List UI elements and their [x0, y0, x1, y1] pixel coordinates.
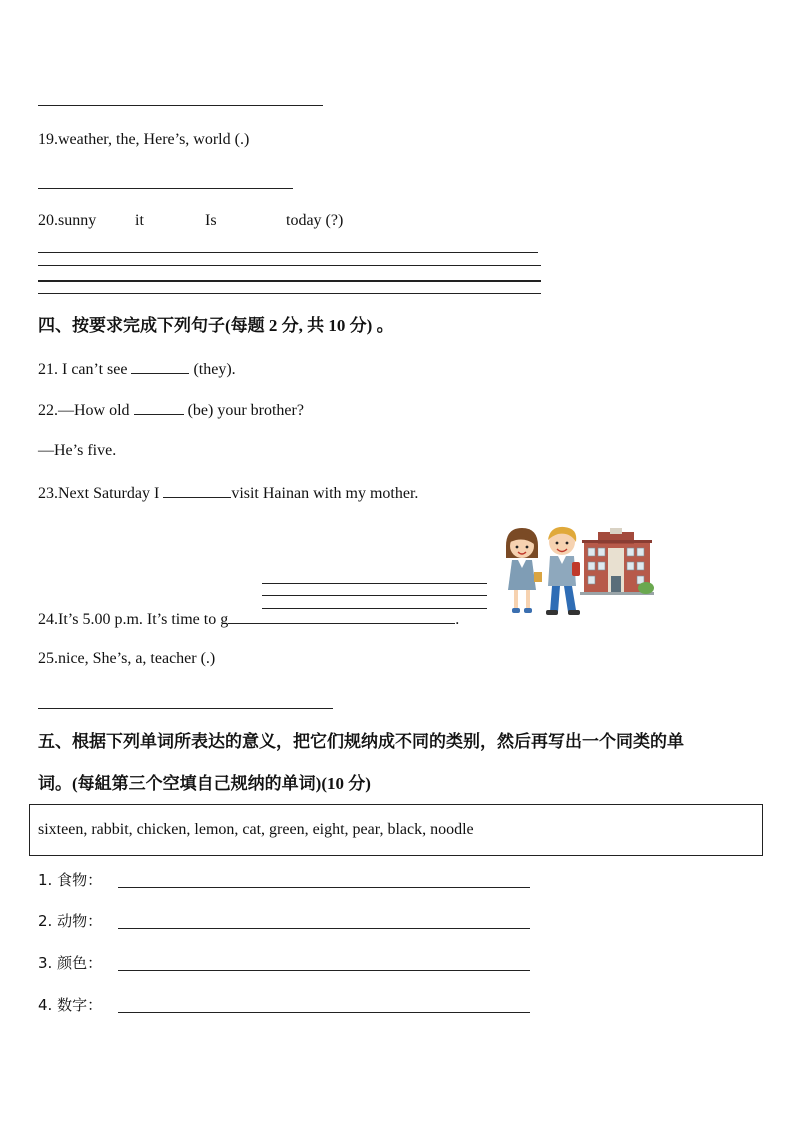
boy-figure-icon [546, 527, 580, 615]
q24-blank[interactable] [228, 608, 455, 624]
q21-blank[interactable] [131, 358, 189, 374]
answer-line-20-a[interactable] [38, 252, 538, 253]
school-building-icon [580, 528, 654, 595]
section-5-heading-line-2: 词。(每組第三个空填自己规纳的单词)(10 分) [38, 774, 371, 793]
category-numbers-answer-line[interactable] [118, 1012, 530, 1013]
answer-line-20-d [38, 293, 541, 294]
q22-after: (be) your brother? [183, 402, 304, 419]
section-5-heading-line-1: 五、根据下列单词所表达的意义，把它们规纳成不同的类别，然后再写出一个同类的单 [38, 732, 684, 751]
q20-word-2: it [135, 212, 144, 229]
category-numbers-label: 4. 数字： [38, 996, 103, 1014]
q24-text: 24.It’s 5.00 p.m. It’s time to g [38, 611, 229, 628]
question-21 [38, 358, 236, 380]
category-colors-label: 3. 颜色： [38, 954, 103, 972]
category-numbers-row [38, 994, 102, 1015]
answer-line-19[interactable] [38, 188, 293, 189]
answer-line-18[interactable] [38, 105, 323, 106]
q24-end: . [455, 611, 460, 628]
girl-figure-icon [506, 528, 542, 613]
word-list: sixteen, rabbit, chicken, lemon, cat, green, eight, pear, black, noodle [38, 821, 474, 838]
category-food-label: 1. 食物： [38, 871, 103, 889]
section-4-heading: 四、按要求完成下列句子(每题 2 分, 共 10 分) 。 [38, 316, 394, 335]
q20-word-1: 20.sunny [38, 212, 97, 229]
answer-line-24-b [262, 595, 487, 596]
answer-line-20-b [38, 265, 541, 266]
category-animals-answer-line[interactable] [118, 928, 530, 929]
category-animals-label: 2. 动物： [38, 912, 103, 930]
kids-school-illustration [500, 524, 656, 624]
category-animals-row [38, 910, 102, 931]
question-24 [38, 608, 459, 630]
category-colors-answer-line[interactable] [118, 970, 530, 971]
question-22 [38, 399, 304, 421]
question-25: 25.nice, She’s, a, teacher (.) [38, 650, 216, 667]
q22-blank[interactable] [134, 399, 184, 415]
question-23 [38, 482, 418, 504]
q23-before: 23.Next Saturday I [38, 485, 164, 502]
answer-line-20-c [38, 280, 541, 282]
q23-after: visit Hainan with my mother. [231, 485, 419, 502]
category-food-answer-line[interactable] [118, 887, 530, 888]
word-list-box [29, 804, 763, 856]
q22-before: 22.—How old [38, 402, 134, 419]
category-colors-row [38, 952, 102, 973]
q20-word-3: Is [205, 212, 217, 229]
question-22-answer: —He’s five. [38, 442, 117, 459]
q21-after: (they). [189, 361, 236, 378]
q20-word-4: today (?) [286, 212, 344, 229]
q23-blank[interactable] [163, 482, 231, 498]
answer-line-25[interactable] [38, 708, 333, 709]
category-food-row [38, 869, 102, 890]
answer-line-24-a [262, 583, 487, 584]
q21-before: 21. I can’t see [38, 361, 132, 378]
question-19: 19.weather, the, Here’s, world (.) [38, 131, 250, 148]
